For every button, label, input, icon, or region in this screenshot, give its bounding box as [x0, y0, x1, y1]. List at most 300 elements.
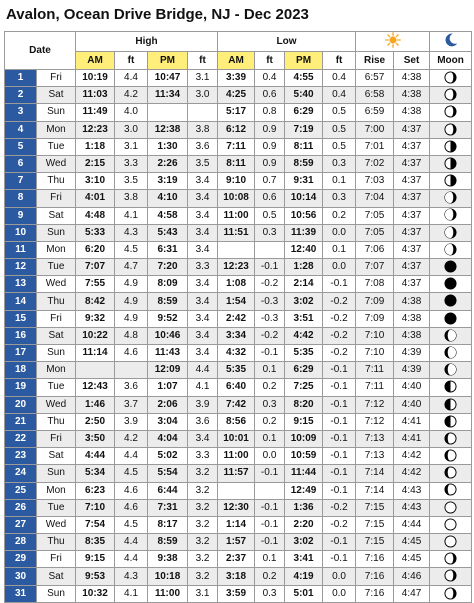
- moon-phase-full-icon: [444, 501, 457, 514]
- moon-phase-cell: [430, 345, 472, 362]
- low-pm-height: 0.0: [323, 259, 356, 276]
- day-number: 22: [5, 430, 37, 447]
- low-pm-time: 1:36: [285, 499, 323, 516]
- high-pm-time: 8:59: [148, 293, 188, 310]
- sunset-time: 4:38: [394, 104, 430, 121]
- low-am-time: 5:17: [218, 104, 255, 121]
- high-pm-time: 4:58: [148, 207, 188, 224]
- high-am-time: 8:42: [76, 293, 115, 310]
- day-of-week: Fri: [37, 70, 76, 87]
- moon-phase-cell: [430, 534, 472, 551]
- low-am-height: 0.9: [255, 121, 285, 138]
- high-pm-height: 3.4: [188, 293, 218, 310]
- day-number: 27: [5, 516, 37, 533]
- sunset-time: 4:37: [394, 224, 430, 241]
- moon-phase-waxing-gibbous-icon: [444, 466, 457, 479]
- sunset-time: 4:37: [394, 259, 430, 276]
- high-am-time: 12:23: [76, 121, 115, 138]
- sunrise-time: 7:13: [356, 448, 394, 465]
- sunset-time: 4:40: [394, 396, 430, 413]
- low-am-time: 10:08: [218, 190, 255, 207]
- sunrise-time: 7:10: [356, 345, 394, 362]
- low-pm-time: 10:59: [285, 448, 323, 465]
- sunrise-time: 7:04: [356, 190, 394, 207]
- day-number: 4: [5, 121, 37, 138]
- high-pm-height: 3.2: [188, 516, 218, 533]
- day-number: 9: [5, 207, 37, 224]
- low-pm-time: 9:15: [285, 413, 323, 430]
- day-of-week: Fri: [37, 190, 76, 207]
- high-pm-time: 3:04: [148, 413, 188, 430]
- low-am-height: 0.5: [255, 207, 285, 224]
- low-am-time: 2:42: [218, 310, 255, 327]
- day-number: 21: [5, 413, 37, 430]
- high-am-height: 3.9: [115, 413, 148, 430]
- low-pm-height: -0.1: [323, 534, 356, 551]
- sunset-time: 4:43: [394, 482, 430, 499]
- day-number: 20: [5, 396, 37, 413]
- high-pm-height: 3.4: [188, 430, 218, 447]
- low-am-time: 6:40: [218, 379, 255, 396]
- low-am-time: 10:01: [218, 430, 255, 447]
- high-pm-height: 3.2: [188, 534, 218, 551]
- high-pm-height: 3.6: [188, 138, 218, 155]
- sun-icon: [385, 32, 401, 48]
- moon-phase-waxing-crescent-icon: [444, 329, 457, 342]
- high-pm-header: PM: [148, 52, 188, 70]
- moon-phase-last-quarter-icon: [444, 157, 457, 170]
- low-pm-height: 0.4: [323, 87, 356, 104]
- high-pm-height: 3.1: [188, 70, 218, 87]
- low-am-time: 11:00: [218, 448, 255, 465]
- high-pm-time: 7:31: [148, 499, 188, 516]
- low-am-time: 11:57: [218, 465, 255, 482]
- page-title: Avalon, Ocean Drive Bridge, NJ - Dec 2023: [6, 6, 309, 23]
- high-pm-time: 10:46: [148, 327, 188, 344]
- high-am-height: 3.7: [115, 396, 148, 413]
- low-pm-time: 4:55: [285, 70, 323, 87]
- low-pm-height: -0.2: [323, 345, 356, 362]
- low-am-height: 0.1: [255, 430, 285, 447]
- low-pm-time: 10:56: [285, 207, 323, 224]
- table-row: [5, 224, 472, 241]
- moon-phase-waning-crescent-icon: [444, 243, 457, 256]
- moon-phase-cell: [430, 310, 472, 327]
- high-pm-height: 3.4: [188, 173, 218, 190]
- high-pm-time: 9:38: [148, 551, 188, 568]
- moon-phase-cell: [430, 568, 472, 585]
- low-am-time: 3:59: [218, 585, 255, 602]
- low-am-height: 0.1: [255, 551, 285, 568]
- moon-phase-last-quarter-icon: [444, 174, 457, 187]
- low-pm-height: 0.0: [323, 568, 356, 585]
- sunset-time: 4:41: [394, 413, 430, 430]
- low-am-height: 0.2: [255, 379, 285, 396]
- low-pm-height: -0.2: [323, 327, 356, 344]
- day-of-week: Tue: [37, 259, 76, 276]
- day-number: 10: [5, 224, 37, 241]
- high-pm-time: 5:54: [148, 465, 188, 482]
- high-am-time: 5:34: [76, 465, 115, 482]
- moon-phase-waxing-gibbous-icon: [444, 449, 457, 462]
- sunrise-time: 7:14: [356, 465, 394, 482]
- moon-phase-cell: [430, 551, 472, 568]
- sunrise-time: 7:06: [356, 241, 394, 258]
- sunset-time: 4:38: [394, 327, 430, 344]
- low-am-time: 11:51: [218, 224, 255, 241]
- table-row: [5, 413, 472, 430]
- moon-phase-waning-crescent-icon: [444, 226, 457, 239]
- sunrise-time: 7:00: [356, 121, 394, 138]
- sunset-time: 4:42: [394, 465, 430, 482]
- table-row: [5, 241, 472, 258]
- moon-phase-cell: [430, 396, 472, 413]
- day-of-week: Wed: [37, 155, 76, 172]
- low-am-ft-header: ft: [255, 52, 285, 70]
- low-am-time: [218, 241, 255, 258]
- low-am-time: 9:10: [218, 173, 255, 190]
- moon-phase-cell: [430, 585, 472, 602]
- high-pm-height: 3.4: [188, 190, 218, 207]
- high-am-time: 7:54: [76, 516, 115, 533]
- low-pm-height: 0.1: [323, 241, 356, 258]
- high-pm-height: 4.1: [188, 379, 218, 396]
- low-am-height: 0.3: [255, 585, 285, 602]
- sunset-time: 4:45: [394, 551, 430, 568]
- low-pm-time: 7:19: [285, 121, 323, 138]
- table-row: [5, 87, 472, 104]
- day-of-week: Wed: [37, 396, 76, 413]
- low-pm-time: 3:02: [285, 534, 323, 551]
- high-pm-time: 8:09: [148, 276, 188, 293]
- day-number: 5: [5, 138, 37, 155]
- moon-phase-new-icon: [444, 312, 457, 325]
- low-am-time: 5:35: [218, 362, 255, 379]
- day-of-week: Sat: [37, 568, 76, 585]
- low-am-height: 0.9: [255, 138, 285, 155]
- table-row: [5, 207, 472, 224]
- high-am-time: 7:07: [76, 259, 115, 276]
- low-am-height: 0.9: [255, 155, 285, 172]
- sunrise-time: 7:15: [356, 499, 394, 516]
- high-am-time: 10:22: [76, 327, 115, 344]
- high-am-height: 3.8: [115, 190, 148, 207]
- low-am-time: 11:00: [218, 207, 255, 224]
- day-of-week: Thu: [37, 293, 76, 310]
- day-number: 2: [5, 87, 37, 104]
- moon-phase-cell: [430, 155, 472, 172]
- table-row: [5, 516, 472, 533]
- high-am-height: 4.4: [115, 551, 148, 568]
- moon-phase-new-icon: [444, 277, 457, 290]
- moon-phase-cell: [430, 224, 472, 241]
- sunset-time: 4:37: [394, 138, 430, 155]
- sunrise-time: 7:16: [356, 551, 394, 568]
- high-pm-time: 6:31: [148, 241, 188, 258]
- high-pm-time: 5:43: [148, 224, 188, 241]
- high-am-height: 4.1: [115, 207, 148, 224]
- low-pm-time: 5:35: [285, 345, 323, 362]
- high-header: High: [76, 32, 218, 52]
- high-am-time: 10:32: [76, 585, 115, 602]
- moon-phase-waning-crescent-icon: [444, 191, 457, 204]
- high-pm-height: 3.4: [188, 345, 218, 362]
- low-pm-time: 10:09: [285, 430, 323, 447]
- sunset-time: 4:42: [394, 448, 430, 465]
- day-of-week: Mon: [37, 362, 76, 379]
- table-row: [5, 345, 472, 362]
- day-number: 16: [5, 327, 37, 344]
- high-am-height: 4.5: [115, 465, 148, 482]
- high-pm-height: [188, 104, 218, 121]
- moon-phase-cell: [430, 70, 472, 87]
- sunrise-time: 7:11: [356, 379, 394, 396]
- high-pm-height: 3.4: [188, 310, 218, 327]
- low-am-time: [218, 482, 255, 499]
- sunrise-time: 7:10: [356, 327, 394, 344]
- moon-phase-cell: [430, 276, 472, 293]
- low-pm-height: -0.1: [323, 379, 356, 396]
- low-pm-height: 0.2: [323, 207, 356, 224]
- low-pm-height: 0.3: [323, 155, 356, 172]
- high-am-height: 3.1: [115, 138, 148, 155]
- moon-phase-waxing-gibbous-icon: [444, 432, 457, 445]
- sunset-time: 4:39: [394, 362, 430, 379]
- low-am-header: AM: [218, 52, 255, 70]
- moon-phase-first-quarter-icon: [444, 415, 457, 428]
- sunset-time: 4:37: [394, 207, 430, 224]
- moon-phase-waxing-gibbous-icon: [444, 483, 457, 496]
- moon-phase-waxing-crescent-icon: [444, 346, 457, 359]
- day-of-week: Sat: [37, 87, 76, 104]
- high-am-ft-header: ft: [115, 52, 148, 70]
- high-pm-time: 10:18: [148, 568, 188, 585]
- high-pm-height: 3.2: [188, 499, 218, 516]
- high-am-height: 4.6: [115, 499, 148, 516]
- low-pm-time: 12:40: [285, 241, 323, 258]
- high-pm-time: 1:07: [148, 379, 188, 396]
- table-row: [5, 551, 472, 568]
- moon-phase-cell: [430, 207, 472, 224]
- moon-phase-new-icon: [444, 294, 457, 307]
- day-number: 23: [5, 448, 37, 465]
- low-am-height: 0.6: [255, 87, 285, 104]
- sunset-time: 4:38: [394, 293, 430, 310]
- day-of-week: Tue: [37, 138, 76, 155]
- low-am-time: 1:54: [218, 293, 255, 310]
- day-number: 15: [5, 310, 37, 327]
- table-row: [5, 138, 472, 155]
- high-pm-ft-header: ft: [188, 52, 218, 70]
- moon-header: Moon: [430, 52, 472, 70]
- sunrise-header: Rise: [356, 52, 394, 70]
- low-am-time: 7:42: [218, 396, 255, 413]
- high-am-height: 4.3: [115, 568, 148, 585]
- moon-phase-cell: [430, 241, 472, 258]
- high-am-time: 3:10: [76, 173, 115, 190]
- low-pm-height: -0.1: [323, 465, 356, 482]
- moon-phase-cell: [430, 327, 472, 344]
- table-row: [5, 276, 472, 293]
- high-am-time: 4:48: [76, 207, 115, 224]
- high-am-time: 2:15: [76, 155, 115, 172]
- high-am-time: 4:44: [76, 448, 115, 465]
- high-am-height: 3.3: [115, 155, 148, 172]
- sunset-header: Set: [394, 52, 430, 70]
- table-row: [5, 568, 472, 585]
- moon-phase-cell: [430, 87, 472, 104]
- moon-phase-waning-gibbous-icon: [444, 569, 457, 582]
- low-pm-time: 11:39: [285, 224, 323, 241]
- day-number: 28: [5, 534, 37, 551]
- low-am-height: -0.3: [255, 293, 285, 310]
- day-of-week: Fri: [37, 310, 76, 327]
- high-am-height: 4.3: [115, 224, 148, 241]
- low-am-height: -0.1: [255, 534, 285, 551]
- moon-phase-cell: [430, 293, 472, 310]
- high-pm-time: 4:10: [148, 190, 188, 207]
- high-am-time: 12:43: [76, 379, 115, 396]
- day-of-week: Sat: [37, 327, 76, 344]
- sunset-time: 4:44: [394, 516, 430, 533]
- moon-phase-first-quarter-icon: [444, 380, 457, 393]
- moon-phase-cell: [430, 121, 472, 138]
- sunset-time: 4:38: [394, 70, 430, 87]
- day-number: 24: [5, 465, 37, 482]
- day-number: 11: [5, 241, 37, 258]
- sunrise-time: 6:57: [356, 70, 394, 87]
- day-number: 13: [5, 276, 37, 293]
- low-am-time: 3:18: [218, 568, 255, 585]
- sunrise-time: 7:11: [356, 362, 394, 379]
- low-am-height: 0.2: [255, 413, 285, 430]
- moon-phase-cell: [430, 516, 472, 533]
- sunrise-time: 7:03: [356, 173, 394, 190]
- sunrise-time: 7:13: [356, 430, 394, 447]
- moon-phase-waning-gibbous-icon: [444, 105, 457, 118]
- low-pm-time: 10:14: [285, 190, 323, 207]
- sunrise-time: 7:09: [356, 293, 394, 310]
- table-row: [5, 173, 472, 190]
- low-pm-height: -0.1: [323, 413, 356, 430]
- high-pm-height: 3.5: [188, 155, 218, 172]
- sunrise-time: 7:12: [356, 413, 394, 430]
- high-am-height: 3.0: [115, 121, 148, 138]
- low-am-time: 7:11: [218, 138, 255, 155]
- low-pm-height: 0.3: [323, 190, 356, 207]
- low-pm-height: -0.1: [323, 430, 356, 447]
- high-am-height: 4.2: [115, 430, 148, 447]
- moon-phase-waning-crescent-icon: [444, 208, 457, 221]
- day-number: 7: [5, 173, 37, 190]
- moon-phase-last-quarter-icon: [444, 140, 457, 153]
- sunset-time: 4:46: [394, 568, 430, 585]
- day-number: 6: [5, 155, 37, 172]
- high-pm-time: 5:02: [148, 448, 188, 465]
- day-number: 17: [5, 345, 37, 362]
- high-am-height: 4.5: [115, 241, 148, 258]
- high-am-time: 6:23: [76, 482, 115, 499]
- high-am-height: 4.4: [115, 70, 148, 87]
- low-pm-height: 0.5: [323, 121, 356, 138]
- day-number: 30: [5, 568, 37, 585]
- high-pm-height: 3.2: [188, 551, 218, 568]
- high-am-time: 10:19: [76, 70, 115, 87]
- day-of-week: Mon: [37, 482, 76, 499]
- moon-phase-full-icon: [444, 535, 457, 548]
- high-pm-height: 3.2: [188, 465, 218, 482]
- low-am-height: [255, 241, 285, 258]
- low-pm-height: -0.1: [323, 448, 356, 465]
- high-pm-height: 4.4: [188, 362, 218, 379]
- sunrise-time: 7:16: [356, 585, 394, 602]
- high-am-time: 9:53: [76, 568, 115, 585]
- low-am-time: 4:25: [218, 87, 255, 104]
- high-pm-time: 11:34: [148, 87, 188, 104]
- high-am-time: 1:18: [76, 138, 115, 155]
- low-am-time: 4:32: [218, 345, 255, 362]
- low-am-height: -0.3: [255, 310, 285, 327]
- low-am-time: 8:56: [218, 413, 255, 430]
- table-row: [5, 70, 472, 87]
- high-pm-time: 12:38: [148, 121, 188, 138]
- high-pm-height: 3.0: [188, 87, 218, 104]
- high-pm-height: 3.2: [188, 482, 218, 499]
- low-pm-time: 2:14: [285, 276, 323, 293]
- high-pm-height: 3.3: [188, 259, 218, 276]
- sunset-time: 4:37: [394, 190, 430, 207]
- high-am-time: 9:32: [76, 310, 115, 327]
- high-pm-time: 4:04: [148, 430, 188, 447]
- high-pm-height: 3.9: [188, 396, 218, 413]
- high-am-time: 7:55: [76, 276, 115, 293]
- sunset-time: 4:37: [394, 155, 430, 172]
- moon-phase-cell: [430, 104, 472, 121]
- day-number: 14: [5, 293, 37, 310]
- low-pm-time: 4:42: [285, 327, 323, 344]
- low-pm-time: 3:41: [285, 551, 323, 568]
- day-number: 25: [5, 482, 37, 499]
- day-of-week: Tue: [37, 499, 76, 516]
- high-am-time: 6:20: [76, 241, 115, 258]
- table-row: [5, 430, 472, 447]
- day-of-week: Fri: [37, 430, 76, 447]
- table-row: [5, 534, 472, 551]
- low-am-height: -0.1: [255, 499, 285, 516]
- sunrise-time: 7:14: [356, 482, 394, 499]
- table-row: [5, 362, 472, 379]
- day-of-week: Tue: [37, 379, 76, 396]
- low-am-height: 0.2: [255, 568, 285, 585]
- day-of-week: Wed: [37, 516, 76, 533]
- high-am-time: 4:01: [76, 190, 115, 207]
- tide-table: [4, 31, 472, 603]
- moon-phase-cell: [430, 482, 472, 499]
- sunset-time: 4:45: [394, 534, 430, 551]
- high-pm-time: 9:52: [148, 310, 188, 327]
- high-am-height: 4.4: [115, 448, 148, 465]
- moon-phase-waning-gibbous-icon: [444, 71, 457, 84]
- low-am-height: [255, 482, 285, 499]
- moon-phase-full-icon: [444, 518, 457, 531]
- low-pm-height: 0.0: [323, 585, 356, 602]
- high-am-height: 4.2: [115, 87, 148, 104]
- low-am-time: 6:12: [218, 121, 255, 138]
- moon-icon-header: [430, 32, 472, 52]
- day-of-week: Sat: [37, 207, 76, 224]
- sunset-time: 4:40: [394, 379, 430, 396]
- day-number: 29: [5, 551, 37, 568]
